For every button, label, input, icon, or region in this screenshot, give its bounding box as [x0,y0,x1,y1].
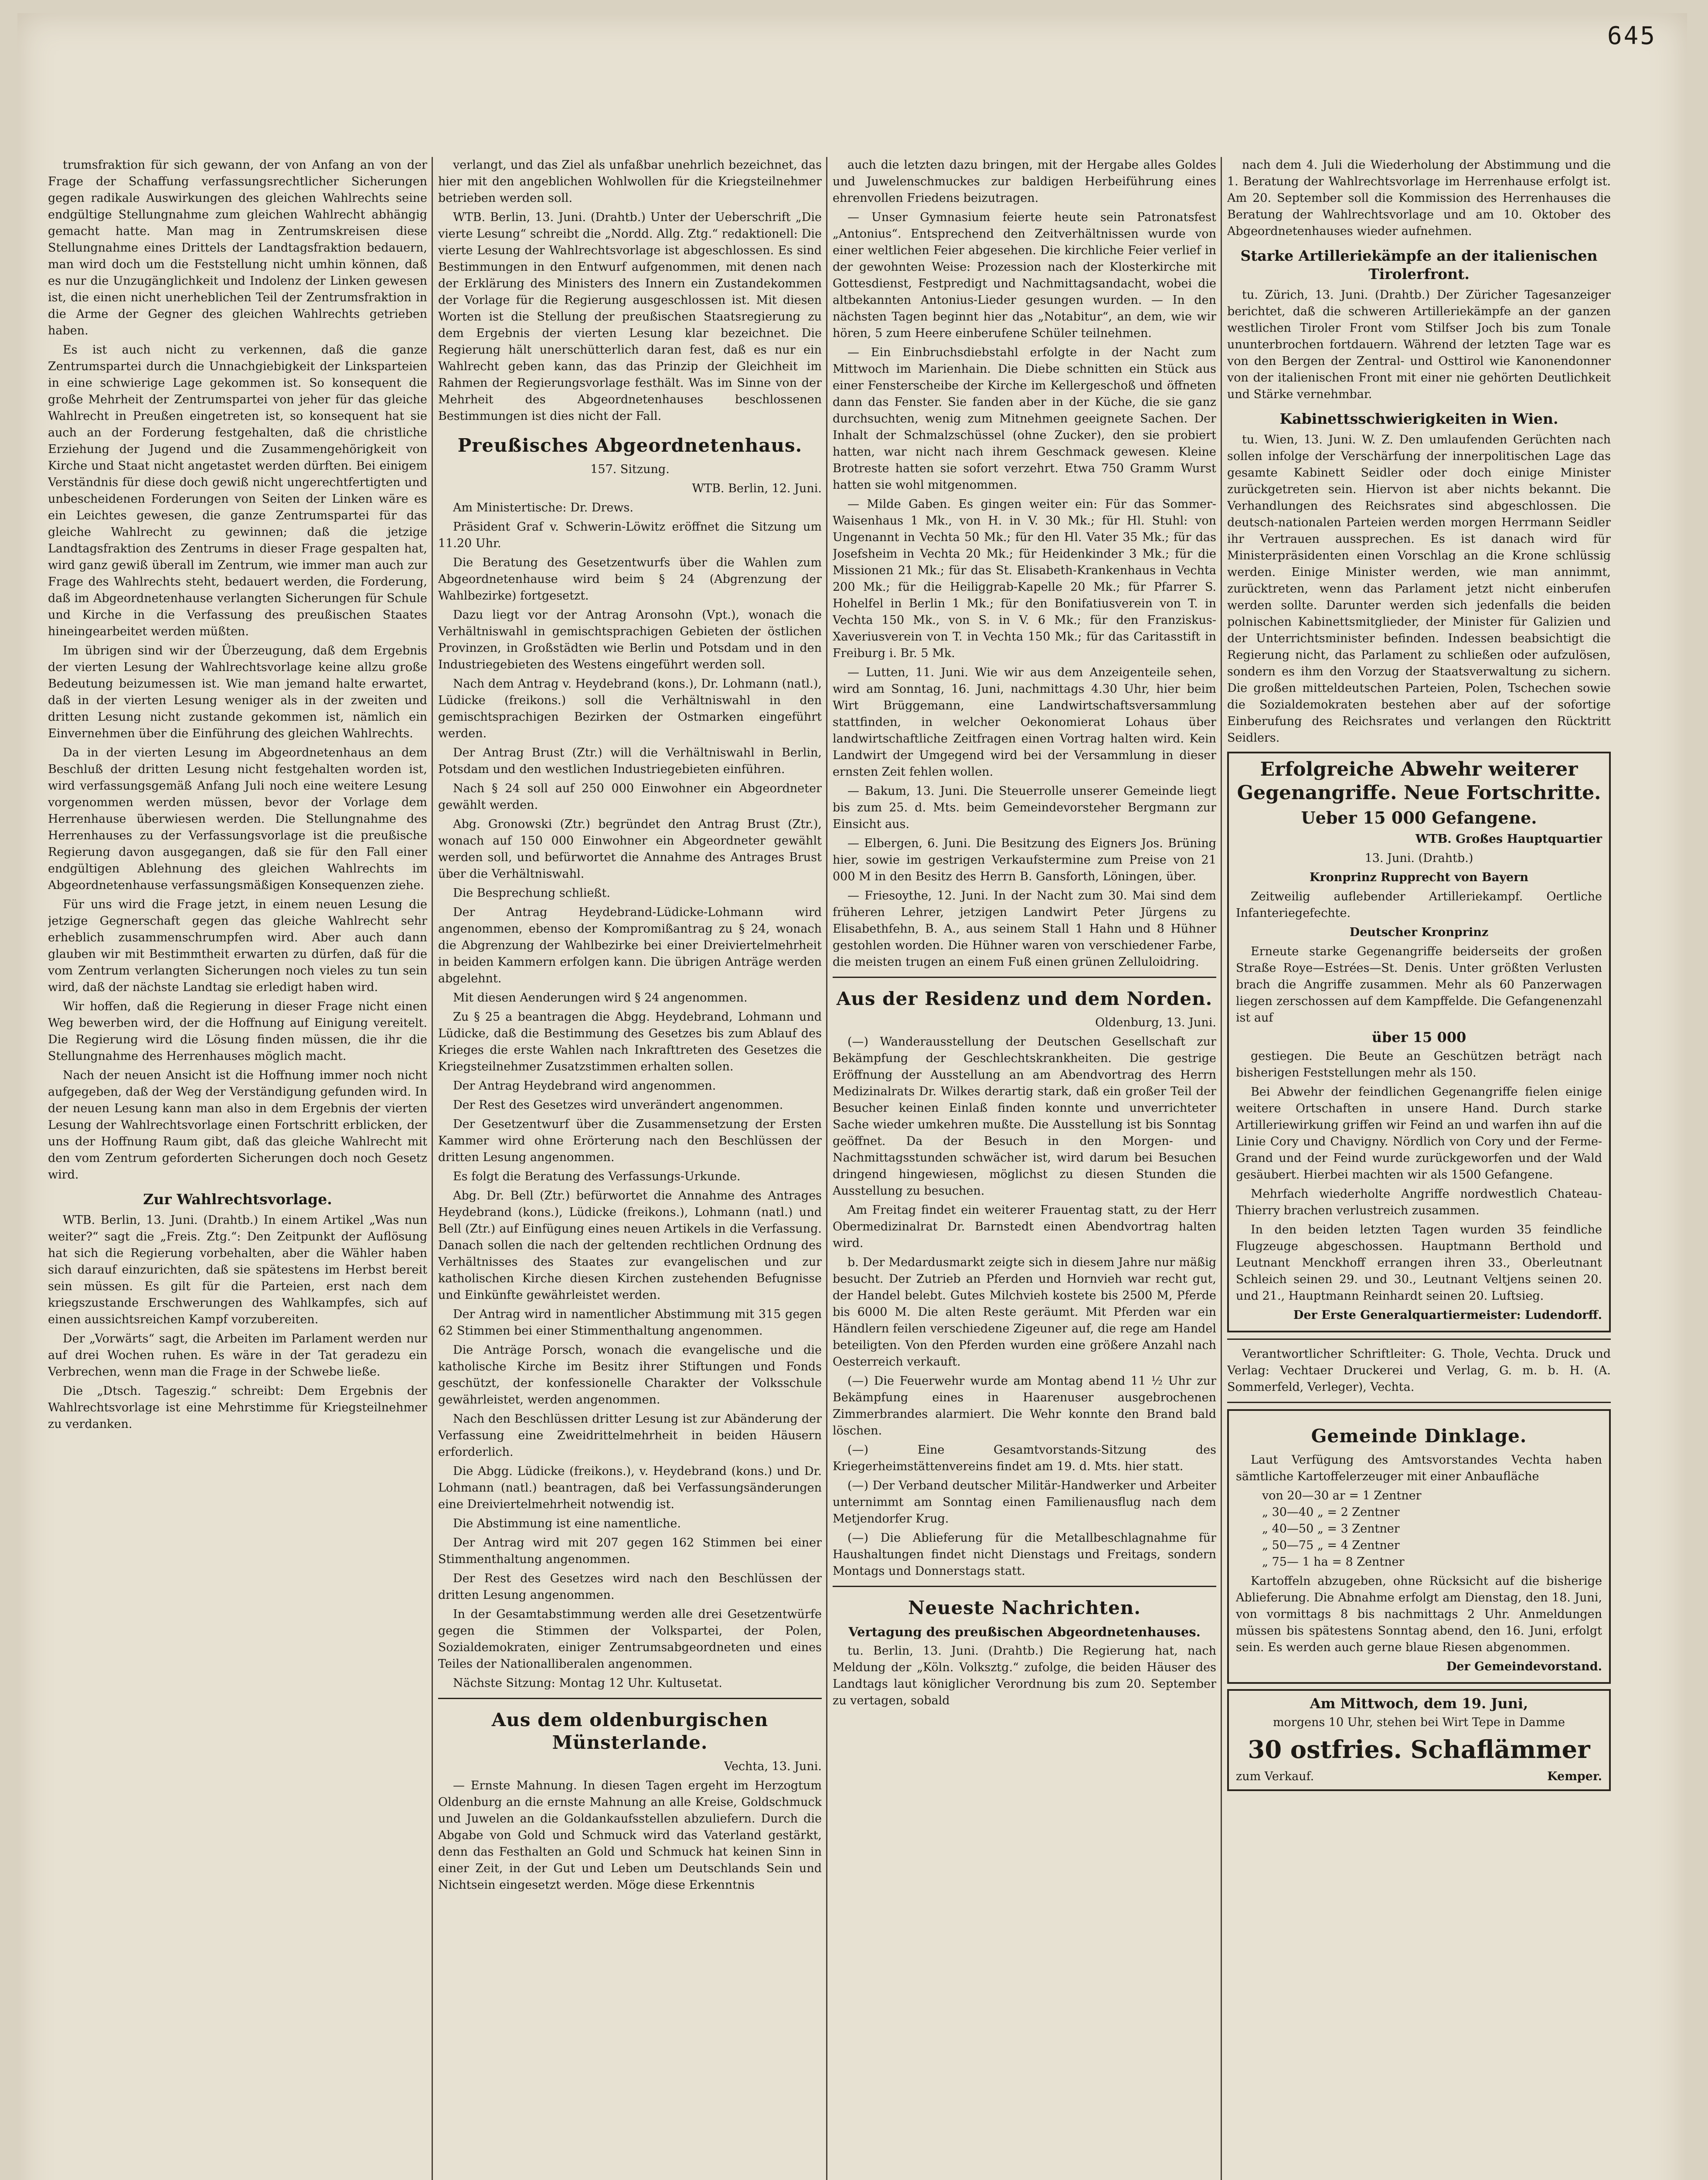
paragraph: Wir hoffen, daß die Regierung in dieser Frage nicht einen Weg bewerben wird, der die Hoffnung auf Einigung vereitelt. Die Regierung wird die Lösung finden müssen, die ihr die Stellungnahme des Herrenhauses möglich macht. [48,1000,427,1063]
ad-date: Am Mittwoch, dem 19. Juni, [1310,1695,1528,1712]
paragraph: WTB. Berlin, 13. Juni. (Drahtb.) Unter der Ueberschrift „Die vierte Lesung“ schreibt die „Nordd. Allg. Ztg.“ redaktionell: Die vierte Lesung der Wahlrechtsvorlage ist abgeschlossen. Es sind Bestimmungen in den Entwurf aufgenommen, mit denen nach der Erklärung des Ministers des Innern ein Zustandekommen der Vorlage für die Regierung ausgeschlossen ist. Mit diesen Worten ist die Stellung der preußischen Staatsregierung zu dem Ergebnis der vierten Lesung klar bezeichnet. Die Regierung hält unerschütterlich daran fest, daß es nur ein Wahlrecht geben kann, das das Prinzip der Gleichheit im Rahmen der Regierungsvorlage festhält. Was im Sinne von der Mehrheit des Abgeordnetenhauses beschlossenen Bestimmungen ist dies nicht der Fall. [438,211,822,423]
paragraph: Die Abgg. Lüdicke (freikons.), v. Heydebrand (kons.) und Dr. Lohmann (natl.) beantragen, daß bei Verfassungsänderungen eine Dreiviertelmehrheit notwendig ist. [438,1465,822,1511]
paragraph: — Friesoythe, 12. Juni. In der Nacht zum 30. Mai sind dem früheren Lehrer, jetzigen Landwirt Peter Jürgens zu Elisabethfehn, B. A., aus seinem Stall 1 Hahn und 8 Hühner gestohlen worden. Die Hühner waren von verschiedener Farbe, die meisten trugen an einem Fuß einen grünen Zelluloidring. [833,889,1216,969]
newspaper-page [17,13,1687,2180]
separator [438,1698,822,1699]
ad-headline: 30 ostfries. Schaflämmer [1248,1735,1590,1764]
paragraph: Der Antrag Heydebrand-Lüdicke-Lohmann wird angenommen, ebenso der Kompromißantrag zu § 24, wonach die Abgrenzung der Wahlbezirke bei einer Dreiviertelmehrheit in beiden Kammern erfolgen kann. Die übrigen Anträge werden abgelehnt. [438,906,822,985]
paragraph: auch die letzten dazu bringen, mit der Hergabe alles Goldes und Juwelenschmuckes zur baldigen Herbeiführung eines ehrenvollen Friedens beizutragen. [833,158,1216,205]
paragraph: Da in der vierten Lesung im Abgeordnetenhaus an dem Beschluß der dritten Lesung nicht festgehalten worden ist, wird verfassungsgemäß Anfang Juli noch eine weitere Lesung vorgenommen werden müssen, bevor der Vorlage dem Herrenhause überwiesen werden. Die Stellungnahme des Herrenhauses zu der Verfassungsvorlage ist die preußische Regierung davon ausgegangen, daß sie für den Fall einer endgültigen Ablehnung des gleichen Wahlrechts im Abgeordnetenhause verfassungsmäßigen Konsequenzen ziehe. [48,746,427,892]
separator [1227,1339,1611,1340]
ad-footer-left: zum Verkauf. [1236,1770,1314,1783]
paragraph: Nach den Beschlüssen dritter Lesung ist zur Abänderung der Verfassung eine Zweidrittelmehrheit in beiden Häusern erforderlich. [438,1412,822,1459]
column-1 [48,157,427,2180]
paragraph: Der Rest des Gesetzes wird unverändert angenommen. [453,1098,783,1112]
paragraph: tu. Zürich, 13. Juni. (Drahtb.) Der Züricher Tagesanzeiger berichtet, daß die schweren Artilleriekämpfe an der ganzen westlichen Tiroler Front vom Stilfser Joch bis zum Tonale ununterbrochen fortdauern. Während der letzten Tage war es von den Bergen der Zentral- und Osttirol wie Kanonendonner von der italienischen Front mit einer nie gehörten Deutlichkeit und Stärke vernehmbar. [1227,288,1611,401]
paragraph: Dazu liegt vor der Antrag Aronsohn (Vpt.), wonach die Verhältniswahl in gemischtsprachigen Gebieten der östlichen Provinzen, in Großstädten wie Berlin und Potsdam und in den Industriegebieten des Westens eingeführt werden soll. [438,608,822,671]
dateline: Vechta, 13. Juni. [724,1760,822,1773]
war-report-box [1227,752,1611,1332]
paragraph: b. Der Medardusmarkt zeigte sich in diesem Jahre nur mäßig besucht. Der Zutrieb an Pferden und Hornvieh war recht gut, der Handel belebt. Gutes Milchvieh kostete bis 2500 M, Pferde bis 6000 M. Die alten Reste geräumt. Mit Pferden war ein Händlern feilen verschiedene Zigeuner auf, die rege am Handel beteiligten. Von den Pferden wurden eine größere Anzahl nach Oesterreich verkauft. [833,1256,1216,1369]
report-subheadline: Ueber 15 000 Gefangene. [1301,808,1537,828]
paragraph: Die „Dtsch. Tageszig.“ schreibt: Dem Ergebnis der Wahlrechtsvorlage ist eine Mehrstimme für Kriegsteilnehmer zu verdanken. [48,1384,427,1431]
paragraph: Zeitweilig auflebender Artilleriekampf. Oertliche Infanteriegefechte. [1236,890,1602,920]
paragraph: Der Antrag wird in namentlicher Abstimmung mit 315 gegen 62 Stimmen bei einer Stimmenthaltung angenommen. [438,1308,822,1338]
hq-date: 13. Juni. (Drahtb.) [1364,852,1473,865]
headline-tirolerfront: Starke Artilleriekämpfe an der italienischen Tirolerfront. [1240,247,1598,283]
imprint: Verantwortlicher Schriftleiter: G. Thole, Vechta. Druck und Verlag: Vechtaer Druckerei und Verlag, G. m. b. H. (A. Sommerfeld, Verleger), Vechta. [1227,1347,1611,1394]
paragraph: — Elbergen, 6. Juni. Die Besitzung des Eigners Jos. Brüning hier, sowie im gestrigen Verkaufstermine zum Preise von 21 000 M in den Besitz des Herrn B. Gansforth, Löningen, über. [833,837,1216,883]
table-row: „ 75— 1 ha = 8 Zentner [1262,1555,1405,1569]
ad-footer-right: Kemper. [1547,1770,1602,1783]
paragraph: (—) Eine Gesamtvorstands-Sitzung des Kriegerheimstättenvereins findet am 19. d. Mts. hier statt. [833,1443,1216,1473]
paragraph: Mit diesen Aenderungen wird § 24 angenommen. [453,991,748,1005]
paragraph: Erneute starke Gegenangriffe beiderseits der großen Straße Roye—Estrées—St. Denis. Unter größten Verlusten brach die Angriffe zusammen. Mehr als 60 Panzerwagen liegen zerschossen auf dem Kampffelde. Die Gefangenenzahl ist auf [1236,945,1602,1025]
paragraph: Der „Vorwärts“ sagt, die Arbeiten im Parlament werden nur auf drei Wochen ruhen. Es wäre in der Tat geradezu ein Verbrechen, wenn man die Frage in der Schwebe ließe. [48,1332,427,1379]
subheadline-vertagung: Vertagung des preußischen Abgeordnetenhauses. [848,1625,1201,1639]
army-group-kronprinz: Deutscher Kronprinz [1349,926,1489,939]
army-group-rupprecht: Kronprinz Rupprecht von Bayern [1310,871,1528,884]
headline-kabinett-wien: Kabinettsschwierigkeiten in Wien. [1279,410,1558,427]
dateline: Oldenburg, 13. Juni. [1095,1016,1216,1029]
paragraph: — Ein Einbruchsdiebstahl erfolgte in der Nacht zum Mittwoch im Marienhain. Die Diebe schnitten ein Stück aus einer Fensterscheibe der Kirche im Kellergeschoß und öffneten dann das Fenster. Sie fanden aber in der Küche, die sie ganz durchsuchten, wenig zum Mitnehmen geeignete Sachen. Der Inhalt der Schmalzschüssel (ohne Zucker), den sie probiert hatten, war nicht nach ihrem Geschmack gewesen. Kleine Brotreste hatten sie sofort verzehrt. Etwa 750 Gramm Wurst hatten sie wohl mitgenommen. [833,346,1216,492]
paragraph: Im übrigen sind wir der Überzeugung, daß dem Ergebnis der vierten Lesung der Wahlrechtsvorlage keine allzu große Bedeutung beizumessen ist. Wie man jemand halte erwartet, daß in der vierten Lesung weniger als in der zweiten und dritten Lesung nicht zustande gekommen ist, nämlich ein Einvernehmen über die Einführung des gleichen Wahlrechts. [48,644,427,740]
paragraph: — Bakum, 13. Juni. Die Steuerrolle unserer Gemeinde liegt bis zum 25. d. Mts. beim Gemeindevorsteher Bergmann zur Einsicht aus. [833,784,1216,831]
column-divider [826,157,827,2180]
dateline: WTB. Berlin, 12. Juni. [692,482,822,495]
report-headline: Erfolgreiche Abwehr weiterer Gegenangriffe. Neue Fortschritte. [1237,758,1601,804]
paragraph: Laut Verfügung des Amtsvorstandes Vechta haben sämtliche Kartoffelerzeuger mit einer Anbaufläche [1236,1453,1602,1483]
paragraph: Abg. Dr. Bell (Ztr.) befürwortet die Annahme des Antrages Heydebrand (kons.), Lüdicke (freikons.), Lohmann (natl.) und Bell (Ztr.) auf Einfügung eines neuen Artikels in die Verfassung. Danach sollen die nach der geltenden rechtlichen Ordnung des Verhältnisses des Staates zur evangelischen und zur katholischen Kirche diesen Kirchen zustehenden Befugnisse und Einkünfte gewährleistet werden. [438,1189,822,1302]
paragraph: verlangt, und das Ziel als unfaßbar unehrlich bezeichnet, das hier mit den angeblichen Wohlwollen für die Kriegsteilnehmer betrieben werden soll. [438,158,822,205]
signature-ludendorff: Der Erste Generalquartiermeister: Ludendorff. [1293,1308,1602,1322]
paragraph: Nächste Sitzung: Montag 12 Uhr. Kultusetat. [453,1676,722,1690]
paragraph: In der Gesamtabstimmung werden alle drei Gesetzentwürfe gegen die Stimmen der Volkspartei, der Polen, Sozialdemokraten, einiger Zentrumsabgeordneten und eines Teiles der Nationalliberalen angenommen. [438,1608,822,1671]
paragraph: Der Antrag Brust (Ztr.) will die Verhältniswahl in Berlin, Potsdam und den westlichen Industriegebieten einführen. [438,746,822,776]
column-2 [438,157,822,2180]
table-row: von 20—30 ar = 1 Zentner [1262,1489,1422,1502]
paragraph: Präsident Graf v. Schwerin-Löwitz eröffnet die Sitzung um 11.20 Uhr. [438,520,822,550]
paragraph: — Lutten, 11. Juni. Wie wir aus dem Anzeigenteile sehen, wird am Sonntag, 16. Juni, nachmittags 4.30 Uhr, hier beim Wirt Brüggemann, eine Landwirtschaftsversammlung stattfinden, in welcher Oekonomierat Lohaus über landwirtschaftliche Zeitfragen einen Vortrag halten wird. Kein Landwirt der Umgegend wird bei der Versammlung in dieser ernsten Zeit fehlen wollen. [833,666,1216,779]
sitting-number: 157. Sitzung. [590,463,670,476]
paragraph: Der Antrag Heydebrand wird angenommen. [453,1079,716,1093]
paragraph: Am Ministertische: Dr. Drews. [453,501,633,514]
paragraph: (—) Die Ablieferung für die Metallbeschlagnahme für Haushaltungen findet nicht Dienstags und Freitags, sondern Montags und Donnerstags statt. [833,1531,1216,1578]
paragraph: Der Antrag wird mit 207 gegen 162 Stimmen bei einer Stimmenthaltung angenommen. [438,1536,822,1566]
headline-muensterland: Aus dem oldenburgischen Münsterlande. [491,1709,769,1753]
column-divider [432,157,433,2180]
col1-paragraphs [48,157,427,1183]
headline-abgeordnetenhaus: Preußisches Abgeordnetenhaus. [457,435,803,456]
ad-title: Gemeinde Dinklage. [1311,1425,1527,1447]
column-4 [1227,157,1611,2180]
paragraph: tu. Wien, 13. Juni. W. Z. Den umlaufenden Gerüchten nach sollen infolge der Verschärfung der innerpolitischen Lage das gesamte Kabinett Seidler oder doch einige Minister zurückgetreten sein. Hiervon ist aber nichts bekannt. Die Verhandlungen des Reichsrates sind abgeschlossen. Die deutsch-nationalen Parteien werden morgen Herrmann Seidler ihr Vertrauen aussprechen. Es ist danach wird für Ministerpräsidenten einen Vorschlag an die Krone schlüssig werden. Einige Minister werden, wie man annimmt, zurücktreten, wenn das Parlament jetzt nicht einberufen werden sollte. Darunter werden sich jedenfalls die beiden polnischen Kabinettsmitglieder, der Minister für Galizien und der Unterrichtsminister befinden. Indessen beabsichtigt die Regierung nicht, das Parlament zu schließen oder aufzulösen, sondern es ihm den Vorzug der Staatsverwaltung zu sichern. Die großen mitteldeutschen Parteien, Polen, Tschechen sowie die Sozialdemokraten bestehen aber auf der sofortige Einberufung des Reichsrates und verlangen den Rücktritt Seidlers. [1227,433,1611,745]
separator [833,1586,1216,1587]
paragraph: Am Freitag findet ein weiterer Frauentag statt, zu der Herr Obermedizinalrat Dr. Barnstedt einen Abendvortrag halten wird. [833,1203,1216,1250]
paragraph: (—) Die Feuerwehr wurde am Montag abend 11 ½ Uhr zur Bekämpfung eines in Haarenuser ausgebrochenen Zimmerbrandes alarmiert. Die Wehr konnte den Brand bald löschen. [833,1374,1216,1437]
paragraph: Die Abstimmung ist eine namentliche. [453,1517,681,1530]
page-number: 645 [1607,22,1657,50]
section-title-wahlrecht: Zur Wahlrechtsvorlage. [143,1191,332,1208]
ad-footer [1236,1768,1602,1785]
paragraph: Es folgt die Beratung des Verfassungs-Urkunde. [453,1170,741,1183]
paragraph: nach dem 4. Juli die Wiederholung der Abstimmung und die 1. Beratung der Wahlrechtsvorlage im Herrenhause erfolgt ist. Am 20. September soll die Kommission des Herrenhauses die Beratung der Wahlrechtsvorlage und am 10. Oktober des Abgeordnetenhauses wieder aufnehmen. [1227,158,1611,238]
paragraph: Die Anträge Porsch, wonach die evangelische und die katholische Kirche im Besitz ihrer Stiftungen und Fonds geschützt, der konfessionelle Charakter der Volksschule gewährleistet, werden angenommen. [438,1343,822,1407]
column-3 [833,157,1216,2180]
paragraph: Zu § 25 a beantragen die Abgg. Heydebrand, Lohmann und Lüdicke, daß die Bestimmung des Gesetzes bis zum Ablauf des Krieges die erste Wahlen nach Inkrafttreten des Gesetzes die Kriegsteilnehmer Zusatzstimmen erhalten sollen. [438,1010,822,1073]
paragraph: Nach § 24 soll auf 250 000 Einwohner ein Abgeordneter gewählt werden. [438,782,822,812]
paragraph: tu. Berlin, 13. Juni. (Drahtb.) Die Regierung hat, nach Meldung der „Köln. Volksztg.“ zufolge, die beiden Häuser des Landtags laut königlicher Verordnung bis zum 20. September zu vertagen, sobald [833,1644,1216,1707]
paragraph: Es ist auch nicht zu verkennen, daß die ganze Zentrumspartei durch die Unnachgiebigkeit der Linksparteien in eine schwierige Lage gekommen ist. So konsequent die große Mehrheit der Zentrumspartei von jeher für das gleiche Wahlrecht in Preußen eingetreten ist, so konsequent hat sie auch an der Forderung festgehalten, daß die christliche Erziehung der Jugend und die Zusammengehörigkeit von Kirche und Staat nicht angetastet werden dürften. Bei einigem Verständnis für diese doch gewiß nicht ungerechtfertigten und unbescheidenen Forderungen von Seiten der Linken wäre es ein Leichtes gewesen, die ganze Zentrumspartei für das gleiche Wahlrecht zu gewinnen; daß die jetzige Landtagsfraktion des Zentrums in dieser Frage gespalten hat, wird ganz gewiß überall im Zentrum, wie immer man auch zur Frage des Wahlrechts steht, bedauert werden, die Forderung, daß im Abgeordnetenhause verlangten Sicherungen für Schule und Kirche in die Verfassung des preußischen Staates hineingearbeitet werden müßten. [48,343,427,638]
paragraph: WTB. Berlin, 13. Juni. (Drahtb.) In einem Artikel „Was nun weiter?“ sagt die „Freis. Ztg.“: Den Zeitpunkt der Auflösung hat sich die Regierung vorbehalten, aber die Wähler haben sich darauf einzurichten, daß sie spätestens im Herbst bereit sein müssen. Es gilt für die Parteien, erst nach dem kriegszustande Erschwerungen des Wahlkampfes, sich auf einen aussichtsreichen Kampf vorzubereiten. [48,1213,427,1326]
separator [1227,1402,1611,1403]
ad-schaflaemmer [1227,1689,1611,1791]
paragraph: — Unser Gymnasium feierte heute sein Patronatsfest „Antonius“. Entsprechend den Zeitverhältnissen wurde von einer weltlichen Feier abgesehen. Die kirchliche Feier verlief in der gewohnten Weise: Prozession nach der Klosterkirche mit Gottesdienst, Festpredigt und Nachmittagsandacht, wobei die altbekannten Antonius-Lieder gesungen wurden. — In den nächsten Tagen beginnt hier das „Notabitur“, an dem, wie wir hören, 5 zum Heere einberufene Schüler teilnehmen. [833,211,1216,340]
table-row: „ 40—50 „ = 3 Zentner [1262,1522,1400,1536]
column-divider [1221,157,1222,2180]
paragraph: (—) Wanderausstellung der Deutschen Gesellschaft zur Bekämpfung der Geschlechtskrankheiten. Die gestrige Eröffnung der Ausstellung an am Abendvortrag des Herrn Medizinalrats Dr. Wilkes derartig stark, daß ein großer Teil der Besucher keinen Einlaß finden konnte und unverrichteter Sache wieder umkehren mußte. Die Ausstellung ist bis Sonntag geöffnet. Da der Besuch in den Morgen- und Nachmittagsstunden schwächer ist, wird darum bei Besuchen dringend hingewiesen, möglichst zu diesen Stunden die Ausstellung zu besuchen. [833,1035,1216,1198]
paragraph: (—) Der Verband deutscher Militär-Handwerker und Arbeiter unternimmt am Sonntag einen Familienausflug nach dem Metjendorfer Krug. [833,1479,1216,1526]
table-row: „ 50—75 „ = 4 Zentner [1262,1539,1400,1552]
paragraph: Die Besprechung schließt. [453,886,610,900]
ad-gemeinde-dinklage [1227,1409,1611,1684]
paragraph: Bei Abwehr der feindlichen Gegenangriffe fielen einige weitere Ortschaften in unsere Hand. Durch starke Artilleriewirkung griffen wir Feind an und warfen ihn auf die Linie Cory und Chavigny. Nördlich von Cory und der Ferme-Grand und der Feind wurde zurückgeworfen und der Wald gesäubert. Hierbei machten wir als 1500 Gefangene. [1236,1085,1602,1182]
paragraph: Nach der neuen Ansicht ist die Hoffnung immer noch nicht aufgegeben, daß der Weg der Verständigung gefunden wird. In der neuen Lesung kann man also in dem Ergebnis der vierten Lesung der Wahlrechtsvorlage einen Fortschritt erblicken, der uns der Hoffnung Raum gibt, daß das gleiche Wahlrecht mit den vom Zentrum geforderten Sicherungen doch noch Gesetz wird. [48,1069,427,1182]
hq-line: WTB. Großes Hauptquartier [1415,832,1602,846]
headline-neueste-nachrichten: Neueste Nachrichten. [908,1597,1141,1618]
paragraph: Der Gesetzentwurf über die Zusammensetzung der Ersten Kammer wird ohne Erörterung nach den Beschlüssen der dritten Lesung angenommen. [438,1117,822,1164]
paragraph: Der Rest des Gesetzes wird nach den Beschlüssen der dritten Lesung angenommen. [438,1572,822,1602]
paragraph: Kartoffeln abzugeben, ohne Rücksicht auf die bisherige Ablieferung. Die Abnahme erfolgt am Dienstag, den 18. Juni, von vormittags 8 bis nachmittags 2 Uhr. Anmeldungen müssen bis spätestens Sonntag abend, den 16. Juni, erfolgt sein. Es werden auch gerne blaue Riesen abgenommen. [1236,1574,1602,1654]
separator [833,977,1216,978]
paragraph: Mehrfach wiederholte Angriffe nordwestlich Chateau-Thierry brachen verlustreich zusammen. [1236,1187,1602,1217]
paragraph: Abg. Gronowski (Ztr.) begründet den Antrag Brust (Ztr.), wonach auf 150 000 Einwohner ein Abgeordneter gewählt werden soll, und befürwortet die Annahme des Antrages Brust über die Verhältniswahl. [438,818,822,881]
headline-residenz: Aus der Residenz und dem Norden. [836,988,1213,1009]
prisoner-count: über 15 000 [1371,1029,1466,1046]
paragraph: — Milde Gaben. Es gingen weiter ein: Für das Sommer-Waisenhaus 1 Mk., von H. in V. 30 Mk.; für Hl. Stuhl: von Ungenannt in Vechta 50 Mk.; für den Hl. Vater 35 Mk.; für das Josefsheim in Vechta 20 Mk.; für Heidenkinder 3 Mk.; für die Missionen 21 Mk.; für das St. Elisabeth-Krankenhaus in Vechta 200 Mk.; für die Heiliggrab-Kapelle 20 Mk.; für Pfarrer S. Hohelfel in Berlin 1 Mk.; für den Bonifatiusverein von T. in Vechta 150 Mk., von S. in V. 6 Mk.; für den Franziskus-Xaveriusverein von T. in Vechta 150 Mk.; für das Caritasstift in Freiburg i. Br. 5 Mk. [833,497,1216,660]
ad-signature: Der Gemeindevorstand. [1446,1660,1602,1673]
paragraph: In den beiden letzten Tagen wurden 35 feindliche Flugzeuge abgeschossen. Hauptmann Berthold und Leutnant Menckhoff errangen ihren 33., Oberleutnant Schleich seinen 29. und 30., Leutnant Veltjens seinen 20. und 21., Hauptmann Reinhardt seinen 20. Luftsieg. [1236,1223,1602,1303]
paragraph: Für uns wird die Frage jetzt, in einem neuen Lesung die jetzige Gegnerschaft gegen das gleiche Wahlrecht sehr erheblich zusammenschrumpfen wird. Aber auch dann glauben wir mit Bestimmtheit erwarten zu dürfen, daß für die vom Zentrum verlangten Sicherungen noch vieles zu tun sein wird, daß der nächste Landtag sie erledigt haben wird. [48,898,427,994]
paragraph: — Ernste Mahnung. In diesen Tagen ergeht im Herzogtum Oldenburg an die ernste Mahnung an alle Kreise, Goldschmuck und Juwelen an die Goldankaufsstellen abzuliefern. Durch die Abgabe von Gold und Schmuck wird das Vaterland gestärkt, denn das Festhalten an Gold und Schmuck hat keinen Sinn in einer Zeit, in der Gut und Leben um Deutschlands Sein und Nichtsein eingesetzt werden. Möge diese Erkenntnis [438,1779,822,1892]
table-row: „ 30—40 „ = 2 Zentner [1262,1506,1400,1519]
paragraph: Die Beratung des Gesetzentwurfs über die Wahlen zum Abgeordnetenhause wird beim § 24 (Abgrenzung der Wahlbezirke) fortgesetzt. [438,556,822,603]
paragraph: Nach dem Antrag v. Heydebrand (kons.), Dr. Lohmann (natl.), Lüdicke (freikons.) soll die Verhältniswahl in den gemischtsprachigen Bezirken der Ostmarken eingeführt werden. [438,677,822,740]
delivery-table [1262,1488,1602,1570]
paragraph: trumsfraktion für sich gewann, der von Anfang an von der Frage der Schaffung verfassungsrechtlicher Sicherungen gegen radikale Auswirkungen des gleichen Wahlrechts seine endgültige Stellungnahme zum gleichen Wahlrecht abhängig gemacht hatte. Man mag in Zentrumskreisen diese Stellungnahme eines Drittels der Landtagsfraktion bedauern, man wird doch um die Feststellung nicht umhin können, daß es nur die Unzugänglichkeit und Indolenz der Linken gewesen ist, die einen nicht unerheblichen Teil der Zentrumsfraktion in die Arme der Gegner des gleichen Wahlrechts getrieben haben. [48,158,427,337]
ad-location: morgens 10 Uhr, stehen bei Wirt Tepe in Damme [1272,1716,1565,1729]
paragraph: gestiegen. Die Beute an Geschützen beträgt nach bisherigen Feststellungen mehr als 150. [1236,1049,1602,1080]
